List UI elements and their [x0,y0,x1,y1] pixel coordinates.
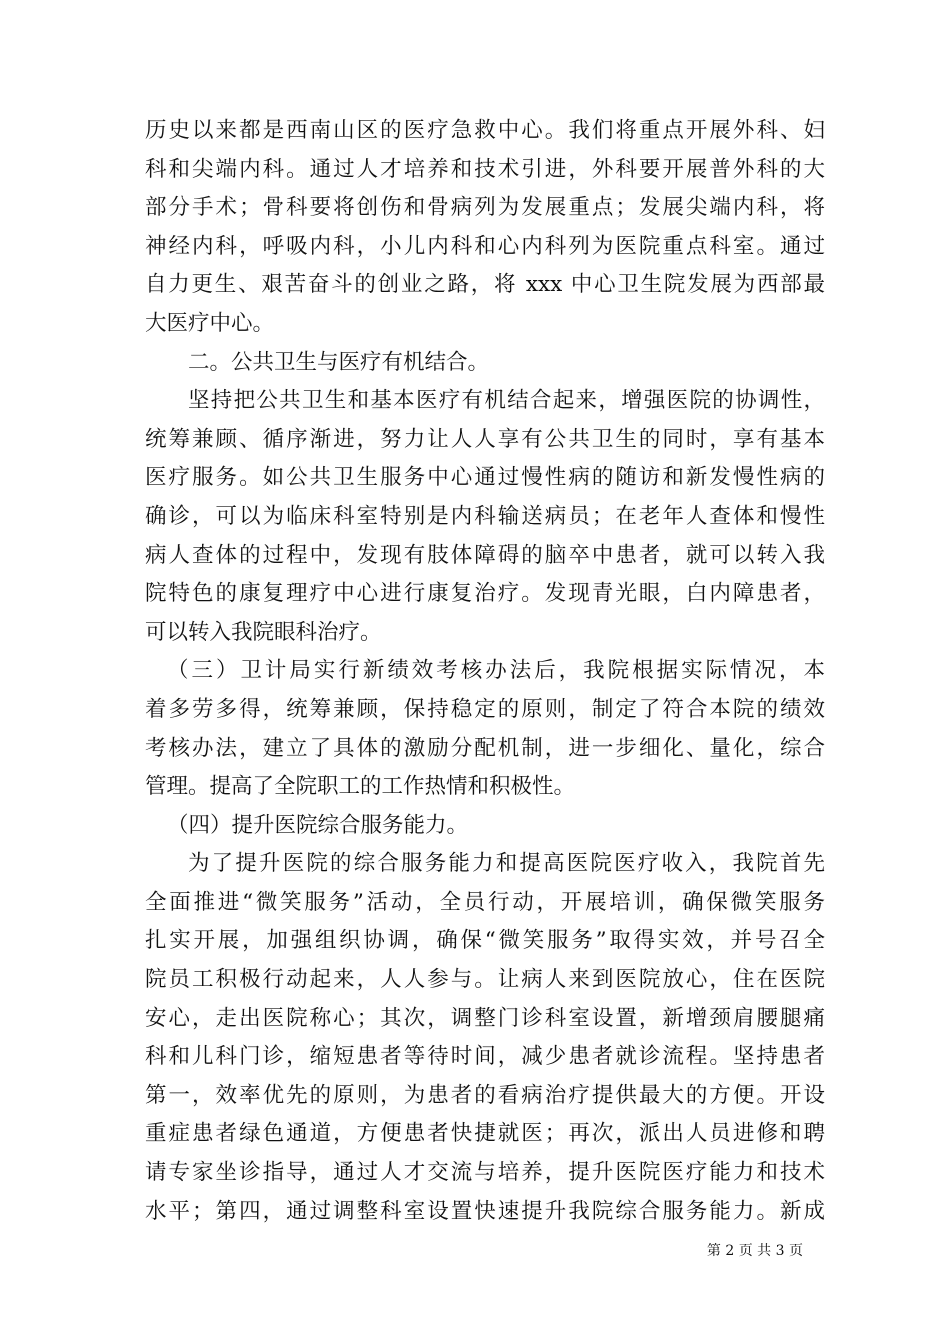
text-line: 部分手术；骨科要将创伤和骨病列为发展重点；发展尖端内科，将 [145,195,825,221]
text-line: 大医疗中心。 [145,310,275,336]
section-heading: 二。公共卫生与医疗有机结合。 [188,349,490,375]
text-line: 考核办法，建立了具体的激励分配机制，进一步细化、量化，综合 [145,735,825,761]
text-line: 为了提升医院的综合服务能力和提高医院医疗收入，我院首先 [188,851,825,877]
text-line: 院特色的康复理疗中心进行康复治疗。发现青光眼，白内障患者， [145,581,825,607]
text-line: 病人查体的过程中，发现有肢体障碍的脑卒中患者，就可以转入我 [145,542,825,568]
text-line: 科和儿科门诊，缩短患者等待时间，减少患者就诊流程。坚持患者 [145,1044,825,1070]
text-line: （三）卫计局实行新绩效考核办法后，我院根据实际情况，本 [167,658,825,684]
text-line: 重症患者绿色通道，方便患者快捷就医；再次，派出人员进修和聘 [145,1121,825,1147]
body-text [145,112,825,1231]
text-line: 神经内科，呼吸内科，小儿内科和心内科列为医院重点科室。通过 [145,233,825,259]
text-line: 自力更生、艰苦奋斗的创业之路，将 xxx 中心卫生院发展为西部最 [145,272,825,298]
page-number: 第 2 页 共 3 页 [706,1243,803,1259]
text-line: 第一，效率优先的原则，为患者的看病治疗提供最大的方便。开设 [145,1082,825,1108]
section-heading: （四）提升医院综合服务能力。 [167,812,469,838]
text-line: 可以转入我院眼科治疗。 [145,619,382,645]
text-line: 历史以来都是西南山区的医疗急救中心。我们将重点开展外科、妇 [145,118,825,143]
text-line: 院员工积极行动起来，人人参与。让病人来到医院放心，住在医院 [145,967,825,993]
text-line: 科和尖端内科。通过人才培养和技术引进，外科要开展普外科的大 [145,156,825,182]
text-line: 确诊，可以为临床科室特别是内科输送病员；在老年人查体和慢性 [145,503,825,529]
text-line: 全面推进“微笑服务”活动，全员行动，开展培训，确保微笑服务 [145,889,825,915]
text-line: 着多劳多得，统筹兼顾，保持稳定的原则，制定了符合本院的绩效 [145,696,825,722]
text-line: 管理。提高了全院职工的工作热情和积极性。 [145,774,576,800]
text-line: 安心，走出医院称心；其次，调整门诊科室设置，新增颈肩腰腿痛 [145,1005,825,1031]
text-line: 扎实开展，加强组织协调，确保“微笑服务”取得实效，并号召全 [145,928,825,954]
text-line: 医疗服务。如公共卫生服务中心通过慢性病的随访和新发慢性病的 [145,465,825,491]
text-line: 坚持把公共卫生和基本医疗有机结合起来，增强医院的协调性， [188,388,825,414]
text-line: 请专家坐诊指导，通过人才交流与培养，提升医院医疗能力和技术 [145,1160,825,1186]
text-line: 统筹兼顾、循序渐进，努力让人人享有公共卫生的同时，享有基本 [145,426,825,452]
text-line: 水平；第四，通过调整科室设置快速提升我院综合服务能力。新成 [145,1198,825,1224]
